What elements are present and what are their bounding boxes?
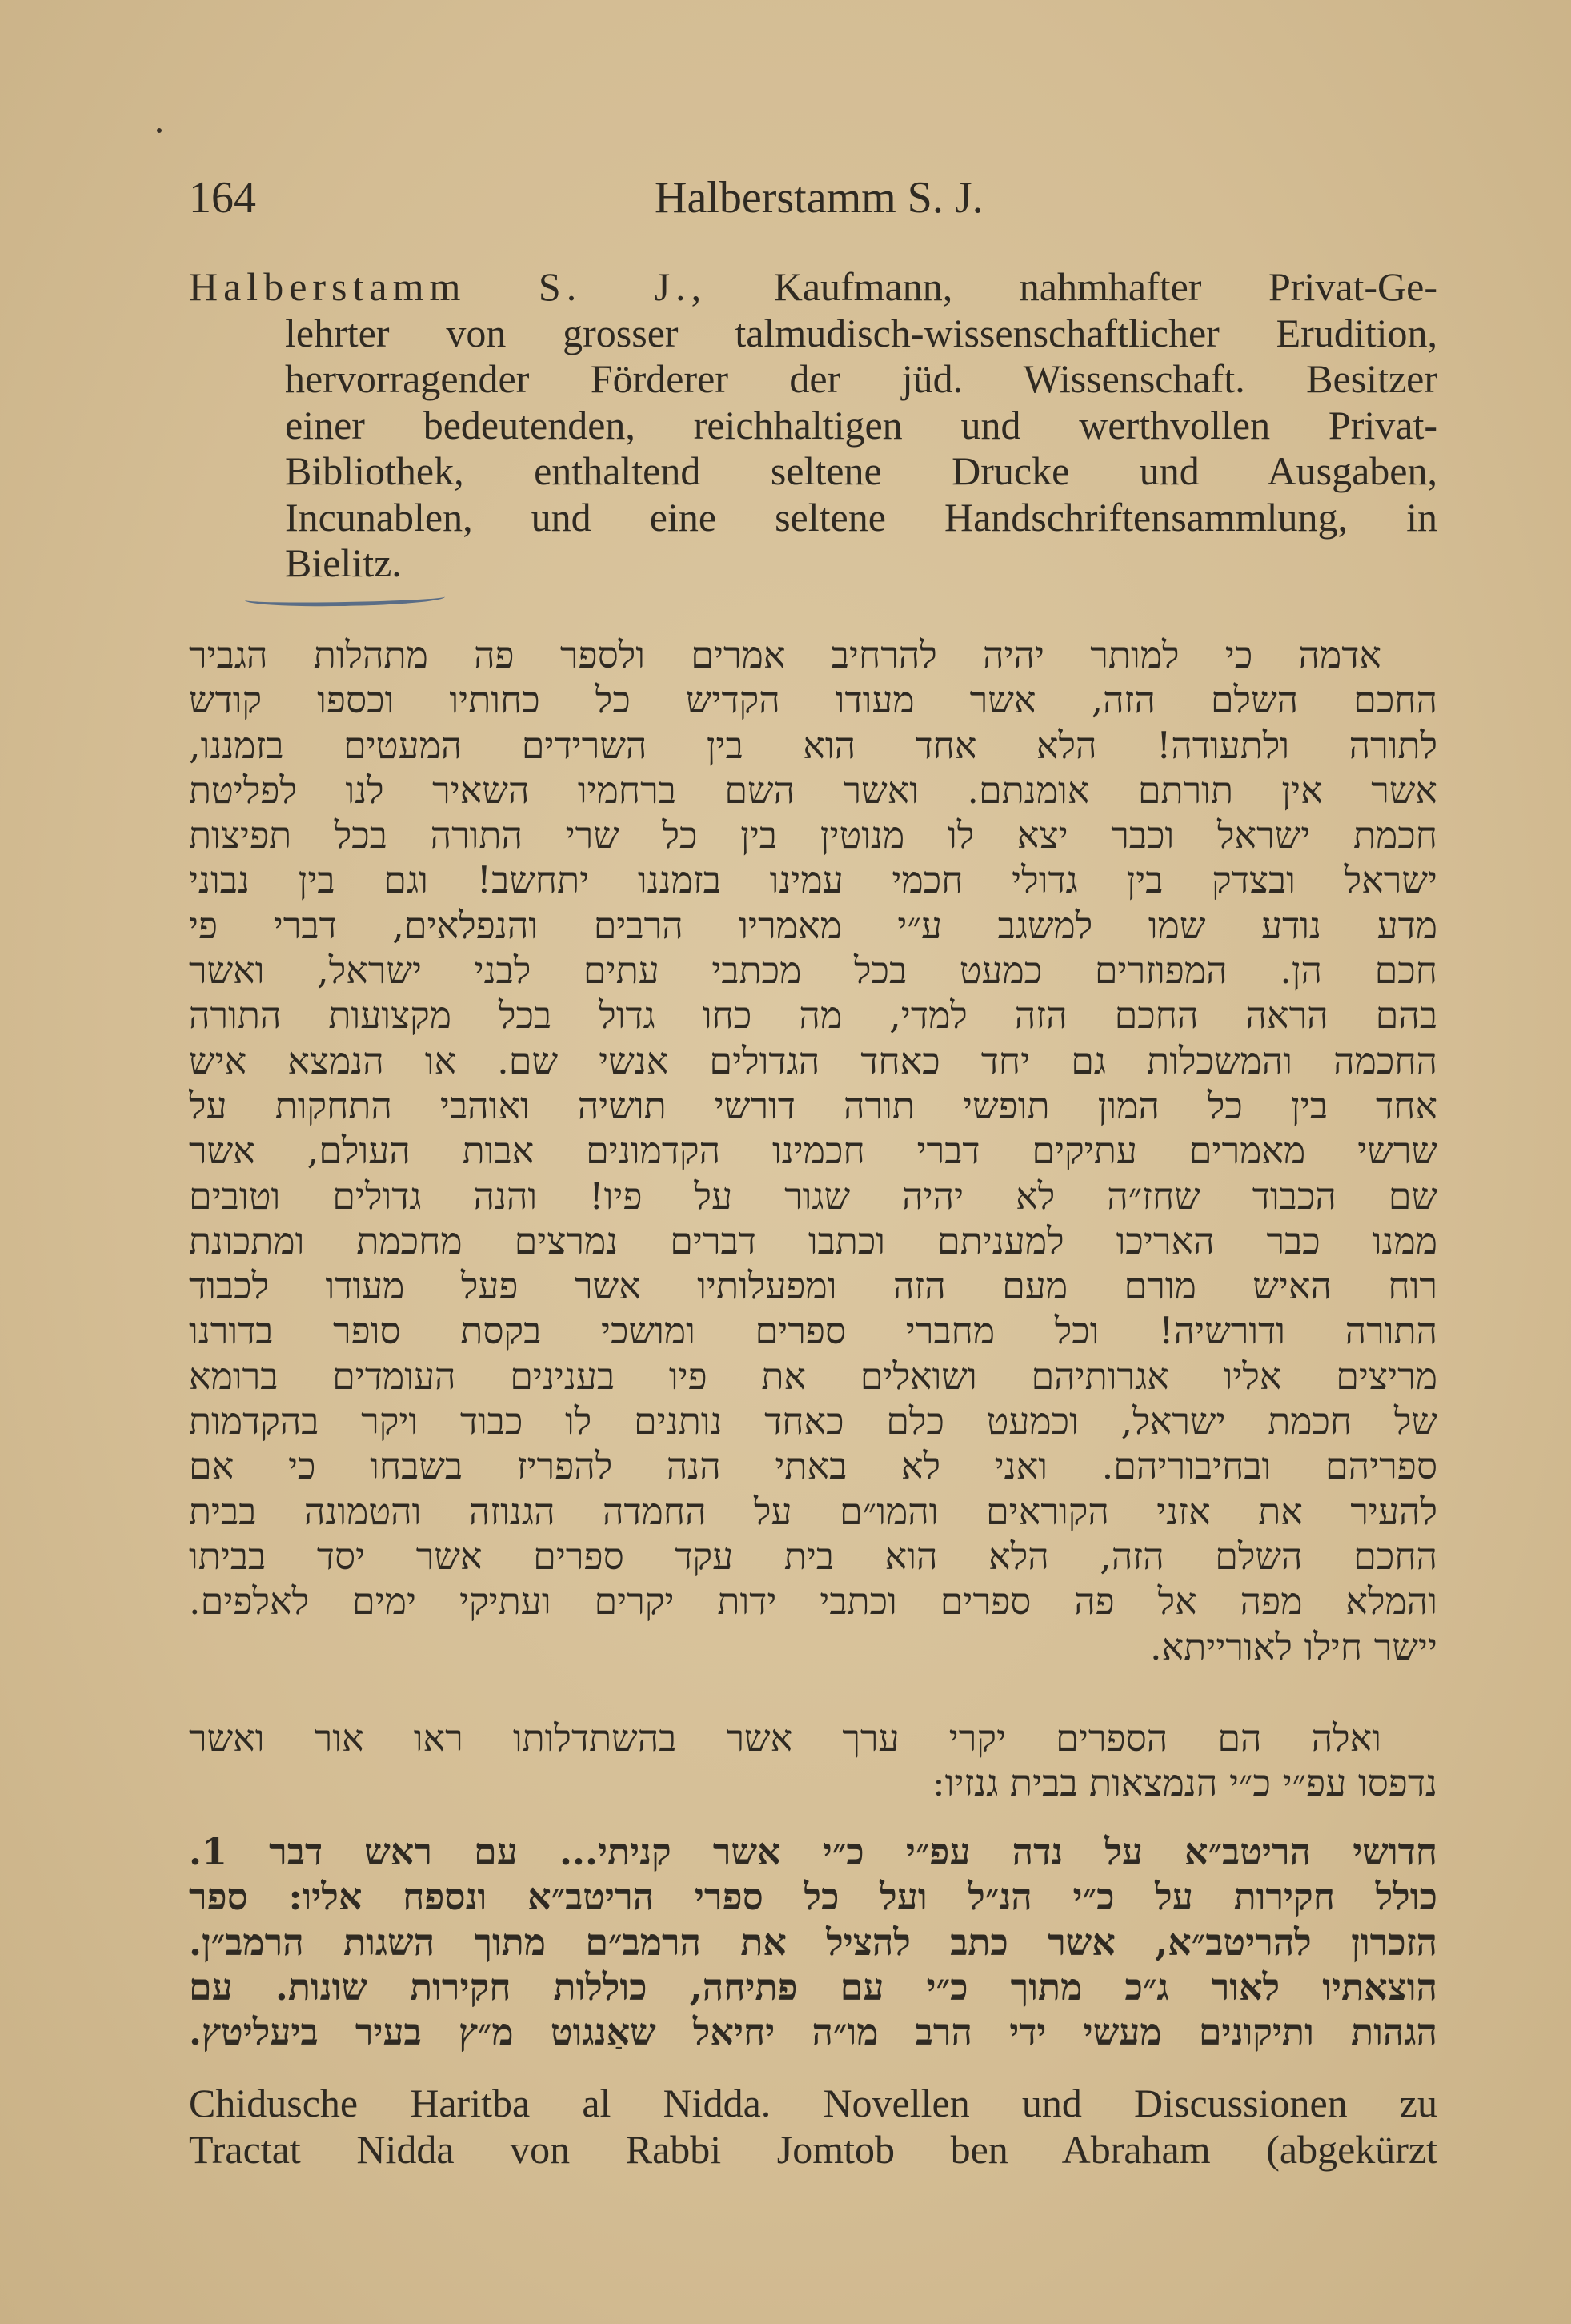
entry-line: hervorragender Förderer der jüd. Wissenschaft. Besitzer [285,356,1437,401]
item-1-hebrew-description [189,1829,1437,2054]
page-number: 164 [189,173,256,223]
hebrew-line: יישר חילו לאורייתא. [1150,1624,1437,1668]
hebrew-line: ואלה הם הספרים יקרי ערך אשר בהשתדלותו ראו אור ואשר [189,1716,1381,1760]
ink-speck [157,128,162,133]
page-header [189,170,1429,226]
hebrew-line: של חכמת ישראל, וכמעט כלם כאחד נותנים לו כבוד ויקר בהקדמות [189,1399,1437,1443]
entry-line: Incunablen, und eine seltene Handschriftensammlung, in [285,494,1437,540]
hebrew-line: חכמת ישראל וכבר יצא לו מנוטין בין כל שרי התורה בכל תפיצות [189,813,1437,857]
latin-line: Chidusche Haritba al Nidda. Novellen und Discussionen zu [189,2081,1437,2125]
hebrew-line: אחד בין כל המון תופשי תורה דורשי תושיה ואוהבי התחקות על [189,1083,1437,1127]
entry-line: lehrter von grosser talmudisch-wissenschaftlicher Erudition, [285,310,1437,355]
hebrew-line: מדע נודע שמו למשגב ע״י מאמריו הרבים והנפלאים, דברי פי [189,903,1437,947]
entry-name: Halberstamm S. J., [189,264,707,309]
latin-line: Tractat Nidda von Rabbi Jomtob ben Abraham (abgekürzt [189,2127,1437,2172]
hebrew-line: מריצים אליו אגרותיהם ושואלים את פיו בענינים העומדים ברומא [189,1354,1437,1398]
entry-line-location: Bielitz. [285,540,402,585]
entry-line: Bibliothek, enthaltend seltene Drucke und Ausgaben, [285,448,1437,493]
running-head: Halberstamm S. J. [655,173,984,223]
hebrew-line: הוצאתיו לאור ג״כ מתוך כ״י עם פתיחה, כוללות חקירות שונות. עם [189,1965,1437,2009]
hebrew-line: והמלא מפה אל פה ספרים וכתבי ידות יקרים ועתיקי ימים לאלפים. [189,1579,1437,1624]
hebrew-line: לתורה ולתעודה! הלא אחד הוא בין השרידים המעטים בזמננו, [189,723,1437,767]
hebrew-line: אדמה כי למותר יהיה להרחיב אמרים ולספר פה מתהלות הגביר [189,633,1381,676]
hebrew-line: החכם השלם הזה, הלא הוא בית עקד ספרים אשר יסד בביתו [189,1534,1437,1578]
hebrew-line: ישראל ובצדק בין גדולי חכמי עמינו בזמננו יתחשב! וגם בין נבוני [189,858,1437,902]
hebrew-line: נדפסו עפ״י כ״י הנמצאות בבית גנזיו: [932,1761,1437,1805]
item-1-latin-description [189,2080,1437,2173]
hebrew-line: בהם הראה החכם הזה למדי, מה כחו גדול בכל מקצועות התורה [189,993,1437,1038]
hebrew-line: שם הכבוד שחז״ה לא יהיה שגור על פיו! והנה גדולים וטובים [189,1174,1437,1218]
catalog-entry [189,264,1437,587]
entry-line: einer bedeutenden, reichhaltigen und werthvollen Privat- [285,402,1437,448]
hebrew-second-paragraph [189,1716,1437,1806]
entry-first-line-text: Kaufmann, nahmhafter Privat-Ge- [773,264,1438,309]
hebrew-line: החכמה והמשכלות גם יחד כאחד הגדולים אנשי שם. או הנמצא איש [189,1038,1437,1082]
hebrew-line: החכם השלם הזה, אשר מעודו הקדיש כל כחותיו וכספו קודש [189,678,1437,722]
hebrew-line: התורה ודורשיה! וכל מחברי ספרים ומושכי בקסת סופר בדורנו [189,1309,1437,1353]
hebrew-line: להעיר את אזני הקוראים והמו״ם על החמדה הגנוזה והטמונה בבית [189,1489,1437,1533]
hebrew-line: ממנו כבר האריכו למעניתם וכתבו דברים נמרצים מחכמת ומתכונת [189,1218,1437,1262]
pencil-underline [245,589,445,608]
entry-first-line [189,264,1437,311]
hebrew-line: אשר אין תורתם אומנתם. ואשר השם ברחמיו השאיר לנו לפליטת [189,768,1437,812]
hebrew-line: הזכרון להריטב״א, אשר כתב להציל את הרמב״ם מתוך השגות הרמב״ן. [189,1920,1437,1964]
hebrew-line: הגהות ותיקונים מעשי ידי הרב מו״ה יחיאל שאַנגוט מ״ץ בעיר ביעליטץ. [189,2010,1437,2054]
hebrew-line: ספריהם ובחיבוריהם. ואני לא באתי הנה להפריז בשבחו כי אם [189,1444,1437,1488]
hebrew-intro-paragraph [189,632,1437,1669]
hebrew-line: רוח האיש מורם מעם הזה ומפעלותיו אשר פעל מעודו לכבוד [189,1264,1437,1308]
hebrew-line: כולל חקירות על כ״י הנ״ל ועל כל ספרי הריטב״א ונספח אליו: ספר [189,1875,1437,1919]
hebrew-line: חדושי הריטב״א על נדה עפ״י כ״י אשר קניתי... עם ראש דבר 1. [189,1830,1437,1873]
hebrew-line: חכם הן. המפוזרים כמעט בכל מכתבי עתים לבני ישראל, ואשר [189,949,1437,993]
hebrew-line: שרשי מאמרים עתיקים דברי חכמינו הקדמונים אבות העולם, אשר [189,1129,1437,1173]
